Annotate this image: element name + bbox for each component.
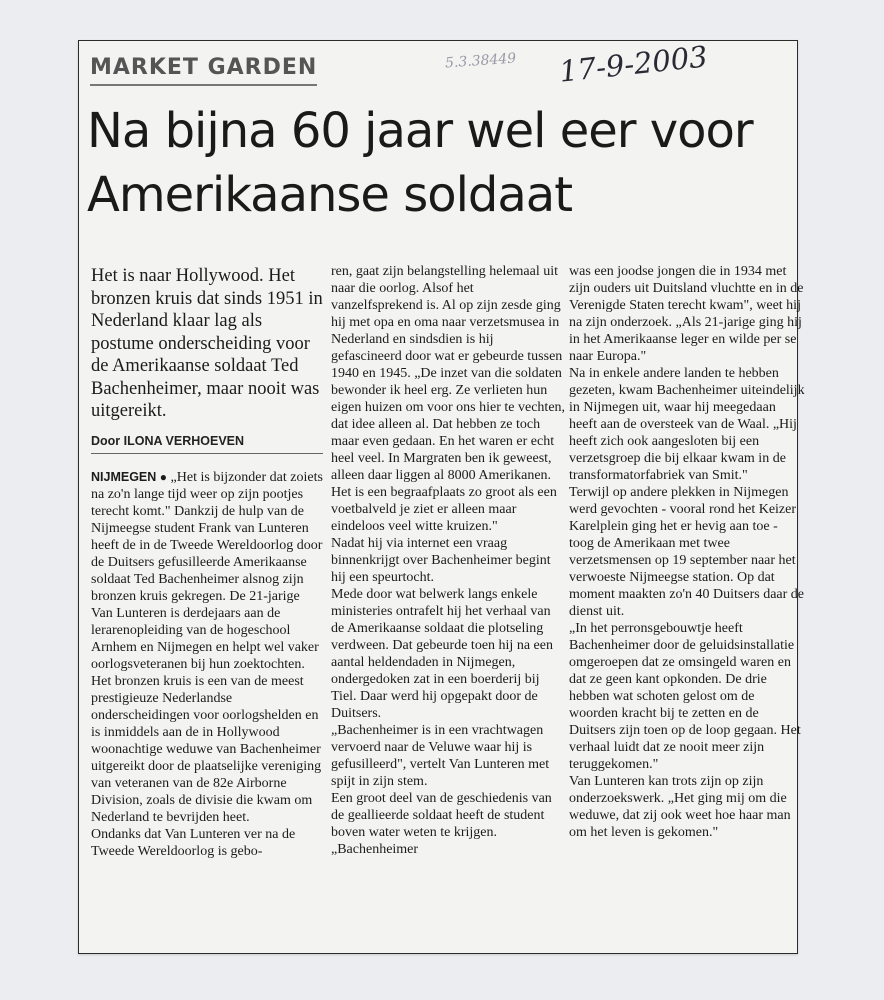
paragraph: Een groot deel van de geschiedenis van de geallieerde soldaat heeft de student boven water weten te krijgen. „Bachenheimer xyxy=(331,791,552,857)
paragraph: „Bachenheimer is in een vrachtwagen vervoerd naar de Veluwe waar hij is gefusilleerd", vertelt Van Lunteren met spijt in zijn stem. xyxy=(331,723,550,789)
paragraph-text: „Het is bijzonder dat zoiets na zo'n lange tijd weer op zijn pootjes terecht komt." Dankzij de hulp van de Nijmeegse student Frank van Lunteren heeft de in de Tweede Wereldoorlog door de Duitsers gefusilleerde Amerikaanse soldaat Ted Bachenheimer alsnog zijn bronzen kruis gekregen. De 21-jarige Van Lunteren is derdejaars aan de lerarenopleiding van de hogeschool Arnhem en Nijmegen en helpt wel vaker oorlogsveteranen bij hun zoektochten. xyxy=(91,470,323,672)
section-tag: MARKET GARDEN xyxy=(90,55,318,80)
dateline: NIJMEGEN xyxy=(91,470,157,484)
paragraph: Na in enkele andere landen te hebben gezeten, kwam Bachenheimer uiteindelijk in Nijmegen uit, waar hij meegedaan heeft aan de oversteek van de Waal. „Hij heeft zich ook aangesloten bij een verzetsgroep die bij elkaar kwam in de transformatorfabriek van Smit." xyxy=(569,366,805,483)
paragraph: was een joodse jongen die in 1934 met zijn ouders uit Duitsland vluchtte en in de Verenigde Staten terecht kwam", weet hij na zijn onderzoek. „Als 21-jarige ging hij in het Amerikaanse leger en wilde per se naar Europa." xyxy=(569,264,804,364)
paragraph: „In het perronsgebouwtje heeft Bachenheimer door de geluidsinstallatie omgeroepen dat ze omsingeld waren en dat ze geen kant opkonden. De drie hebben wat schoten gelost om de woorden kracht bij te zetten en de Duitsers zijn toen op de loop gegaan. Het verhaal luidt dat ze nooit meer zijn teruggekomen." xyxy=(569,621,801,772)
headline: Na bijna 60 jaar wel eer voor Amerikaanse soldaat xyxy=(87,103,753,223)
paragraph: ren, gaat zijn belangstelling helemaal uit naar die oorlog. Alsof het vanzelfsprekend is. Al op zijn zesde ging hij met opa en oma naar verzetsmusea in Nederland en sindsdien is hij gefascineerd door wat er gebeurde tussen 1940 en 1945. „De inzet van die soldaten bewonder ik heel erg. Ze verlieten hun eigen huizen om voor ons hier te vechten, dat idee alleen al. Dat hebben ze toch maar even gedaan. En het waren er echt heel veel. In Margraten ben ik geweest, alleen daar liggen al 8000 Amerikanen. Het is een begraafplaats zo groot als een voetbalveld je ziet er alleen maar eindeloos veel witte kruizen." xyxy=(331,264,566,534)
article-column-2 xyxy=(331,263,567,858)
paragraph xyxy=(91,469,323,673)
archive-number: 5.3.38449 xyxy=(444,50,517,72)
bullet-icon: ● xyxy=(159,470,168,484)
paragraph: Terwijl op andere plekken in Nijmegen werd gevochten - vooral rond het Keizer Karelplein ging het er hevig aan toe - toog de Amerikaan met twee verzetsmensen op 19 september naar het verwoeste Nijmeegse station. Op dat moment maakten zo'n 40 Duitsers daar de dienst uit. xyxy=(569,485,805,619)
article-column-3 xyxy=(569,263,805,841)
paragraph: Nadat hij via internet een vraag binnenkrijgt over Bachenheimer begint hij een speurtocht. xyxy=(331,536,551,585)
paragraph: Het bronzen kruis is een van de meest prestigieuze Nederlandse onderscheidingen voor oorlogshelden en is inmiddels aan de in Hollywood woonachtige weduwe van Bachenheimer uitgereikt door de plaatselijke vereniging van veteranen van de 82e Airborne Division, zoals de divisie die kwam om Nederland te bevrijden heet. xyxy=(91,674,322,825)
newspaper-clipping xyxy=(78,39,805,954)
paragraph: Ondanks dat Van Lunteren ver na de Tweede Wereldoorlog is gebo- xyxy=(91,827,296,859)
byline: Door ILONA VERHOEVEN xyxy=(91,434,245,448)
handwritten-date: 17-9-2003 xyxy=(557,39,710,89)
paragraph: Van Lunteren kan trots zijn op zijn onderzoekswerk. „Het ging mij om die weduwe, dat zij ook weet hoe haar man om het leven is gekomen." xyxy=(569,774,791,840)
article-column-1 xyxy=(91,469,323,860)
intro-paragraph: Het is naar Hollywood. Het bronzen kruis dat sinds 1951 in Nederland klaar lag als postume onderscheiding voor de Amerikaanse soldaat Ted Bachenheimer, maar nooit was uitgereikt. xyxy=(91,266,323,421)
paragraph: Mede door wat belwerk langs enkele ministeries ontrafelt hij het verhaal van de Amerikaanse soldaat die plotseling verdween. Dat gebeurde toen hij na een aantal heldendaden in Nijmegen, ondergedoken zat in een boerderij bij Tiel. Daar werd hij opgepakt door de Duitsers. xyxy=(331,587,553,721)
